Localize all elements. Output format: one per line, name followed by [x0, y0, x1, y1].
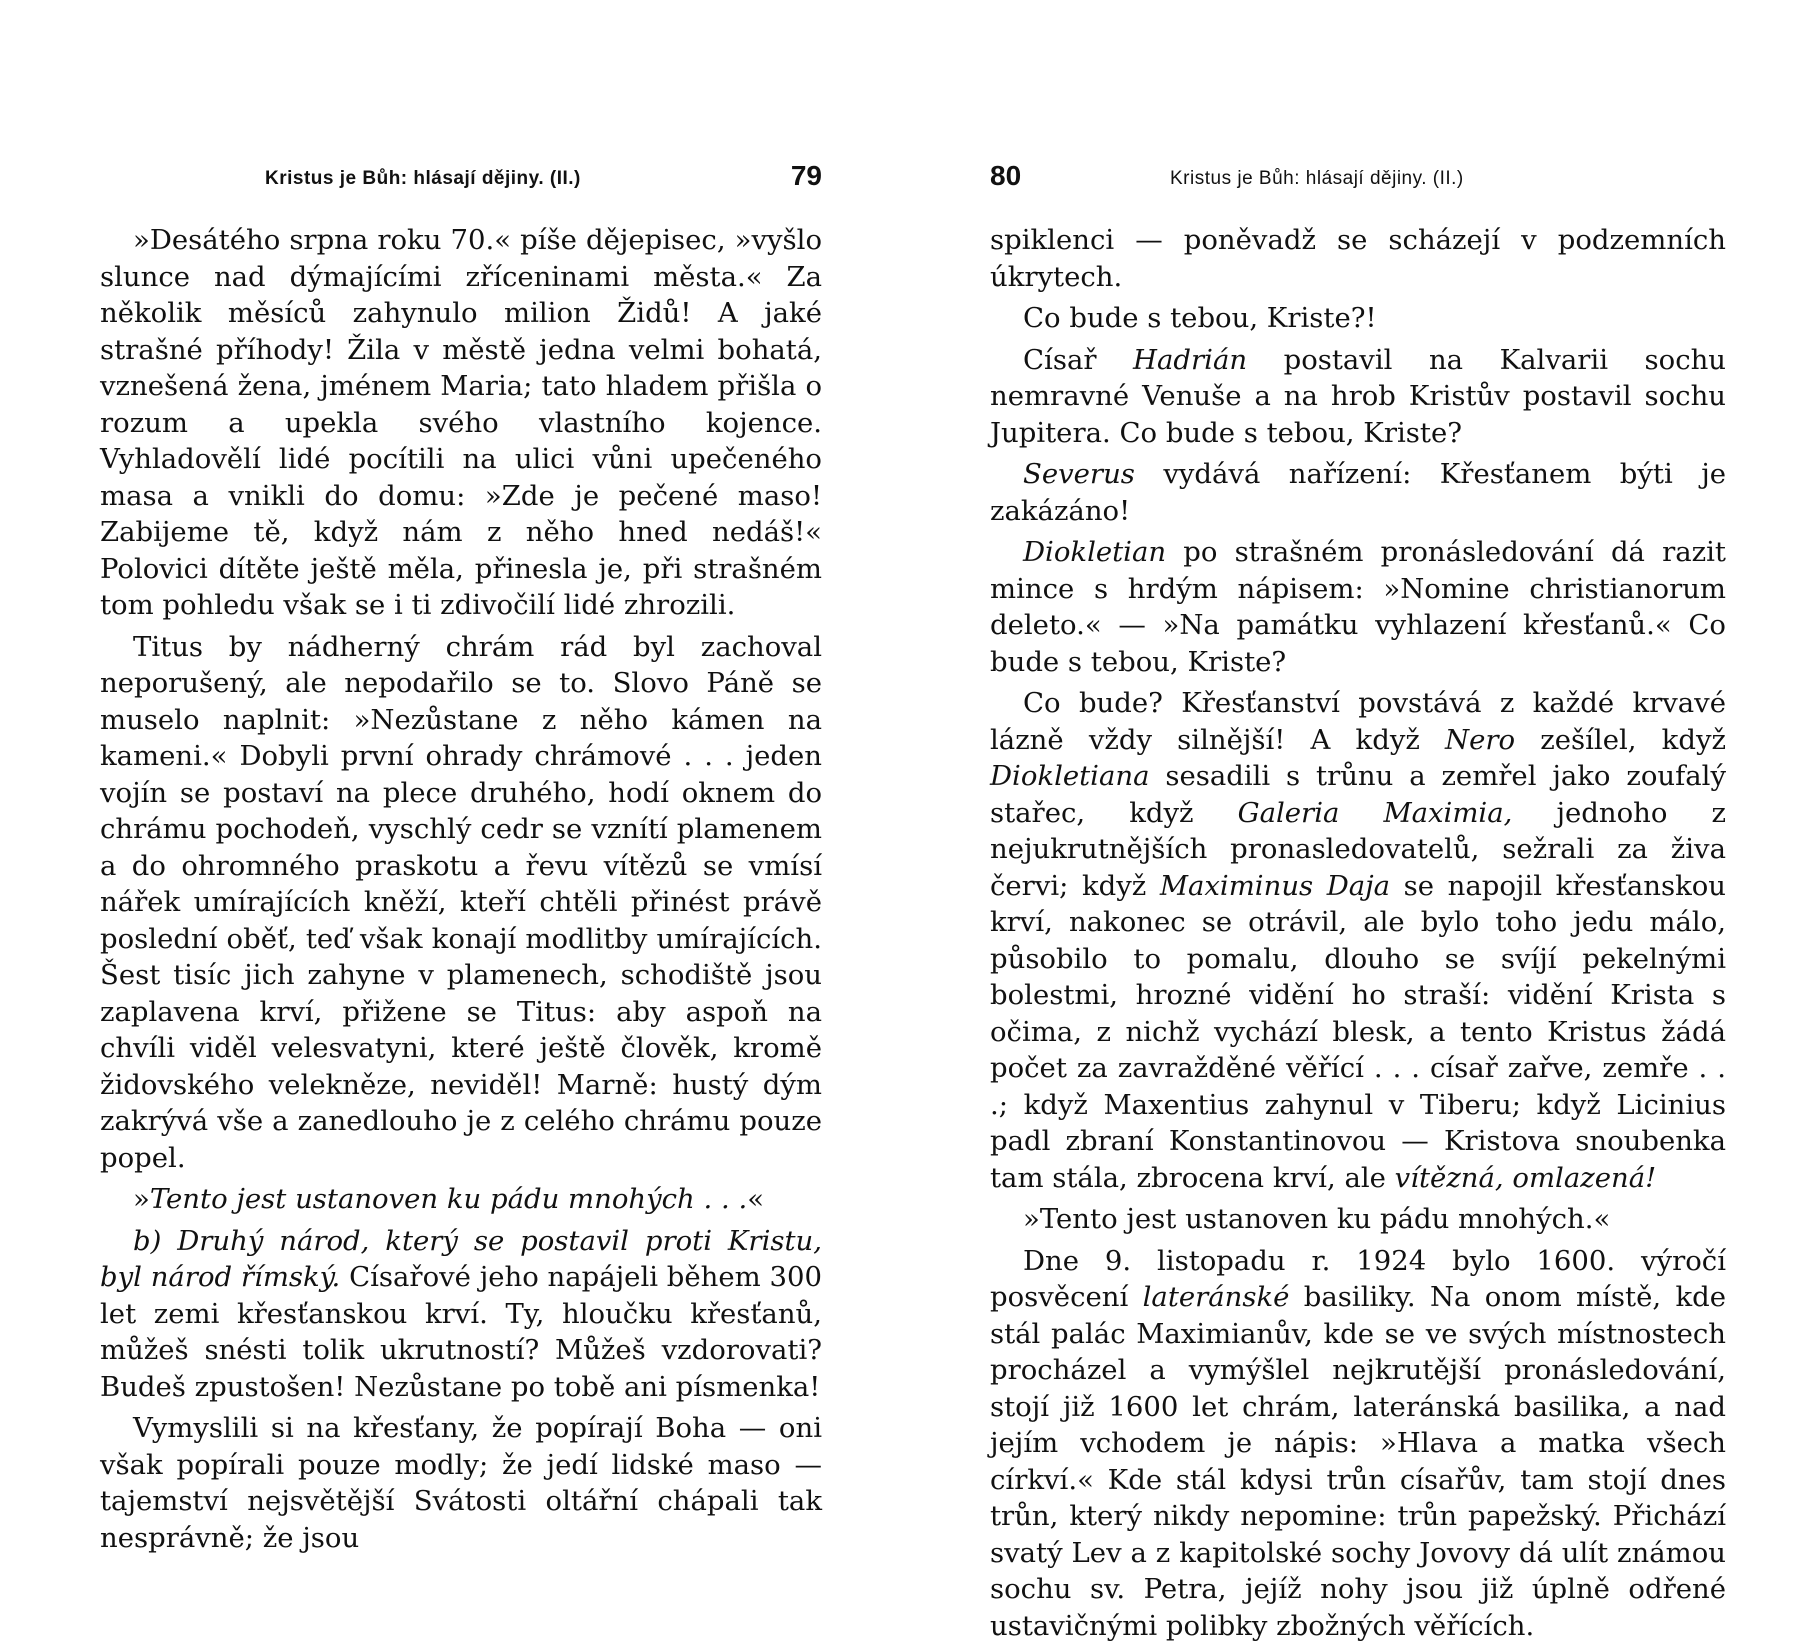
italic-run: lateránské — [1142, 1281, 1290, 1313]
text-run: »Tento jest ustanoven ku pádu mnohých.« — [1023, 1203, 1611, 1235]
paragraph — [990, 300, 1726, 337]
italic-run: Hadrián — [1133, 343, 1248, 376]
text-run: « — [747, 1183, 765, 1215]
italic-run: Diokletiana — [990, 760, 1150, 792]
italic-run: b) Druhý národ, který se postavil proti Kristu, byl národ římský. — [100, 1224, 822, 1293]
italic-run: Galeria Maximia, — [1237, 796, 1513, 829]
text-run: Dne 9. listopadu r. 1924 bylo 1600. výročí posvěcení — [990, 1244, 1726, 1313]
paragraph — [990, 534, 1726, 680]
text-run: vydává nařízení: Křesťanem býti je zakázáno! — [990, 458, 1726, 527]
italic-run: Nero — [1445, 723, 1516, 756]
right-page-text — [990, 222, 1726, 1649]
italic-run: Tento jest ustanoven ku pádu mnohých . . . — [149, 1183, 748, 1215]
right-page — [990, 0, 1727, 1642]
right-running-head — [990, 160, 1726, 200]
text-run: » — [133, 1183, 150, 1215]
paragraph — [100, 1410, 822, 1556]
left-page — [100, 0, 823, 1554]
text-run: po strašném pronásledování dá razit mince s hrdým nápisem: »Nomine christianorum deleto.« — »Na památku vyhlazení křesťanů.« Co bude s tebou, Kriste? — [990, 536, 1726, 678]
left-page-number: 79 — [790, 160, 822, 191]
text-run: sesadili s trůnu a zemřel jako zoufalý stařec, když — [990, 760, 1726, 829]
left-running-title: Kristus je Bůh: hlásají dějiny. (II.) — [265, 168, 581, 189]
text-run: Co bude? Křesťanství povstává z každé krvavé lázně vždy silnější! A když — [990, 687, 1726, 756]
text-run: spiklenci — poněvadž se scházejí v podzemních úkrytech. — [990, 224, 1726, 293]
paragraph — [990, 222, 1726, 295]
paragraph — [100, 222, 822, 624]
right-page-number: 80 — [990, 160, 1022, 191]
text-run: Vymyslili si na křesťany, že popírají Boha — oni však popírali pouze modly; že jedí lidské maso — tajemství nejsvětější Svátosti oltářní chápali tak nesprávně; že jsou — [100, 1412, 822, 1554]
text-run: se napojil křesťanskou krví, nakonec se otrávil, ale bylo toho jedu málo, působilo to pomalu, dlouho se svíjí pekelnými bolestmi, hrozné vidění ho straší: vidění Krista s očima, z nichž vychází blesk, a tento Kristus žádá počet za zavražděné věřící . . . císař zařve, zemře . . .; když Maxentius zahynul v Tiberu; když Licinius padl zbraní Konstantinovou — Kristova snoubenka tam stála, zbrocena krví, ale — [990, 869, 1726, 1194]
text-run: »Desátého srpna roku 70.« píše dějepisec, »vyšlo slunce nad dýmajícími zříceninami města.« Za několik měsíců zahynulo milion Židů! A jaké strašné příhody! Žila v městě jedna velmi bohatá, vznešená žena, jménem Maria; tato hladem přišla o rozum a upekla svého vlastního kojence. Vyhladovělí lidé pocítili na ulici vůni upečeného masa a vnikli do domu: »Zde je pečené maso! Zabijeme tě, když nám z něho hned nedáš!« Polovici dítěte ještě měla, přinesla je, při strašném tom pohledu však se i ti zdivočilí lidé zhrozili. — [100, 224, 822, 621]
text-run: postavil na Kalvarii sochu nemravné Venuše a na hrob Kristův postavil sochu Jupitera. Co bude s tebou, Kriste? — [990, 343, 1727, 449]
text-run: basiliky. Na onom místě, kde stál palác Maximianův, kde se ve svých místnostech procházel a vymýšlel nejkrutější pronásledování, stojí již 1600 let chrám, lateránská basilika, a nad jejím vchodem je nápis: »Hlava a matka všech církví.« Kde stál kdysi trůn císařův, tam stojí dnes trůn, který nikdy nepomine: trůn papežský. Přichází svatý Lev a z kapitolské sochy Jovovy dá ulít známou sochu sv. Petra, jejíž nohy jsou již úplně odřené ustavičnými polibky zbožných věřících. — [990, 1281, 1726, 1642]
text-run: Císař — [1023, 343, 1134, 376]
paragraph — [990, 1243, 1726, 1645]
italic-run: Maximinus Daja — [1159, 869, 1391, 902]
italic-run: Severus — [1023, 458, 1135, 490]
text-run: Titus by nádherný chrám rád byl zachoval neporušený, ale nepodařilo se to. Slovo Páně se muselo naplnit: »Nezůstane z něho kámen na kameni.« Dobyli první ohrady chrámové . . . jeden vojín se postaví na plece druhého, hodí oknem do chrámu pochodeň, vyschlý cedr se vznítí plamenem a do ohromného praskotu a řevu vítězů se vmísí nářek umírajících kněží, kteří chtěli přinést právě poslední oběť, teď však konají modlitby umírajících. Šest tisíc jich zahyne v plamenech, schodiště jsou zaplavena krví, přižene se Titus: aby aspoň na chvíli viděl velesvatyni, které ještě člověk, kromě židovského velekněze, neviděl! Marně: hustý dým zakrývá vše a zanedlouho je z celého chrámu pouze popel. — [100, 630, 822, 1174]
left-page-text — [100, 222, 822, 1561]
text-run: Co bude s tebou, Kriste?! — [1023, 302, 1377, 334]
paragraph — [990, 685, 1726, 1196]
paragraph — [100, 1223, 822, 1406]
paragraph — [990, 456, 1726, 529]
text-run: jednoho z nejukrutnějších pronasledovatelů, sežrali za živa červi; když — [990, 796, 1726, 902]
italic-run: vítězná, omlazená! — [1394, 1161, 1657, 1194]
text-run: Císařové jeho napájeli během 300 let zemi křesťanskou krví. Ty, hloučku křesťanů, můžeš snésti tolik ukrutností? Můžeš vzdorovati? Budeš zpustošen! Nezůstane po tobě ani písmenka! — [100, 1261, 823, 1403]
italic-run: Diokletian — [1023, 536, 1167, 568]
paragraph — [100, 1181, 822, 1218]
paragraph — [990, 1201, 1726, 1238]
text-run: zešílel, když — [1515, 723, 1726, 756]
left-running-head — [100, 160, 822, 200]
paragraph — [100, 629, 822, 1177]
right-running-title: Kristus je Bůh: hlásají dějiny. (II.) — [1170, 168, 1464, 189]
paragraph — [990, 342, 1726, 452]
